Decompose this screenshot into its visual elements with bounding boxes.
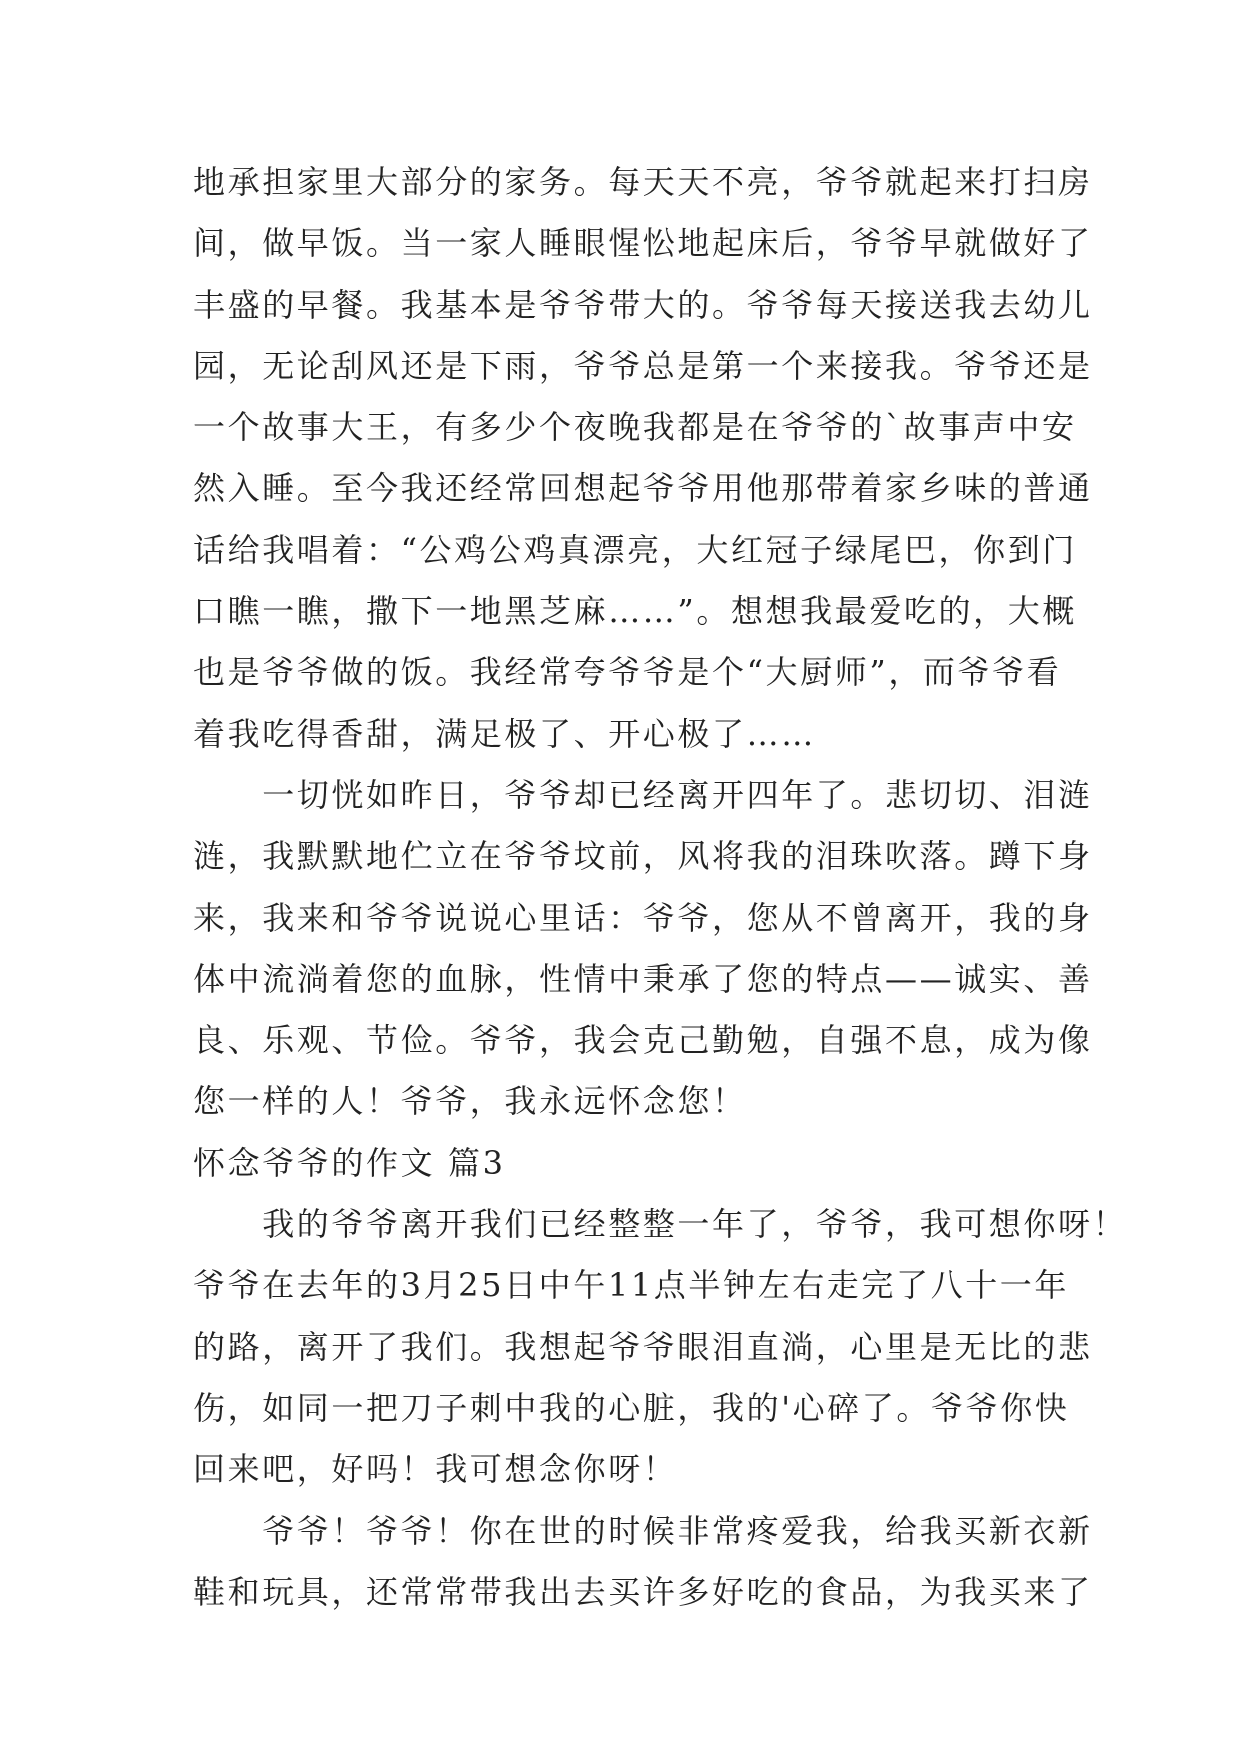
text-line: 园，无论刮风还是下雨，爷爷总是第一个来接我。爷爷还是 [193,346,1093,385]
text-line: 良、乐观、节俭。爷爷，我会克己勤勉，自强不息，成为像 [193,1021,1093,1060]
text-line: 着我吃得香甜，满足极了、开心极了…… [193,714,816,753]
text-line: 体中流淌着您的血脉，性情中秉承了您的特点——诚实、善 [193,959,1093,998]
text-line: 也是爷爷做的饭。我经常夸爷爷是个“大厨师”，而爷爷看 [193,653,1062,692]
text-line: 一个故事大王，有多少个夜晚我都是在爷爷的`故事声中安 [193,408,1077,447]
text-line: 爷爷在去年的3月25日中午11点半钟左右走完了八十一年 [193,1266,1069,1305]
text-line: 话给我唱着：“公鸡公鸡真漂亮，大红冠子绿尾巴，你到门 [193,530,1077,569]
essay-text [193,152,1128,1623]
text-line: 涟，我默默地伫立在爷爷坟前，风将我的泪珠吹落。蹲下身 [193,837,1093,876]
text-line: 伤，如同一把刀子刺中我的心脏，我的'心碎了。爷爷你快 [193,1388,1070,1427]
text-line: 来，我来和爷爷说说心里话：爷爷，您从不曾离开，我的身 [193,898,1093,937]
text-line: 回来吧，好吗！我可想念你呀！ [193,1450,678,1489]
text-line: 口瞧一瞧，撒下一地黑芝麻……”。想想我最爱吃的，大概 [193,592,1077,631]
text-line: 您一样的人！爷爷，我永远怀念您！ [193,1082,747,1121]
text-line: 的路，离开了我们。我想起爷爷眼泪直淌，心里是无比的悲 [193,1327,1093,1366]
text-line: 一切恍如昨日，爷爷却已经离开四年了。悲切切、泪涟 [193,775,1093,814]
text-line: 然入睡。至今我还经常回想起爷爷用他那带着家乡味的普通 [193,469,1093,508]
text-line: 间，做早饭。当一家人睡眼惺忪地起床后，爷爷早就做好了 [193,224,1093,263]
text-line: 丰盛的早餐。我基本是爷爷带大的。爷爷每天接送我去幼儿 [193,285,1093,324]
text-line: 我的爷爷离开我们已经整整一年了，爷爷，我可想你呀！ [193,1205,1128,1244]
text-line: 鞋和玩具，还常常带我出去买许多好吃的食品，为我买来了 [193,1572,1093,1611]
text-line: 爷爷！爷爷！你在世的时候非常疼爱我，给我买新衣新 [193,1511,1093,1550]
section-heading: 怀念爷爷的作文 篇3 [193,1143,506,1182]
text-line: 地承担家里大部分的家务。每天天不亮，爷爷就起来打扫房 [193,163,1093,201]
